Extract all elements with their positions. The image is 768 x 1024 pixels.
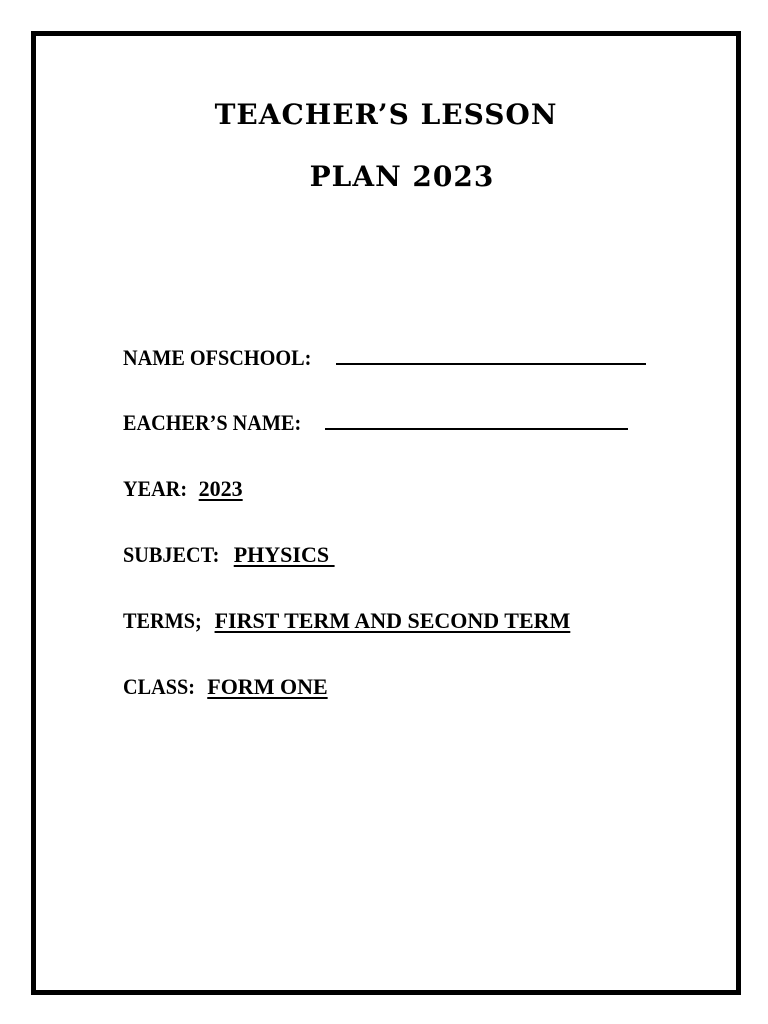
- teacher-name-field: [123, 410, 628, 436]
- terms-field: [123, 608, 570, 634]
- class-value: FORM ONE: [207, 674, 328, 699]
- terms-label: TERMS;: [123, 608, 202, 633]
- subject-value: PHYSICS: [233, 542, 335, 567]
- year-label: YEAR:: [123, 476, 188, 501]
- school-name-label: NAME OFSCHOOL:: [123, 345, 312, 370]
- year-field: [123, 476, 243, 502]
- subject-label: SUBJECT:: [123, 542, 220, 567]
- terms-value: FIRST TERM AND SECOND TERM: [214, 608, 571, 633]
- teacher-name-blank-line: [325, 410, 628, 430]
- school-name-blank-line: [336, 345, 646, 365]
- year-value: 2023: [198, 476, 243, 501]
- teacher-name-label: EACHER’S NAME:: [123, 410, 302, 435]
- subject-field: [123, 542, 335, 568]
- document-title-line-1: TEACHER’S LESSON: [214, 98, 558, 131]
- school-name-field: [123, 345, 646, 371]
- class-label: CLASS:: [123, 674, 195, 699]
- document-title-line-2: PLAN 2023: [309, 160, 495, 193]
- class-field: [123, 674, 328, 700]
- page-border-frame: [31, 31, 741, 995]
